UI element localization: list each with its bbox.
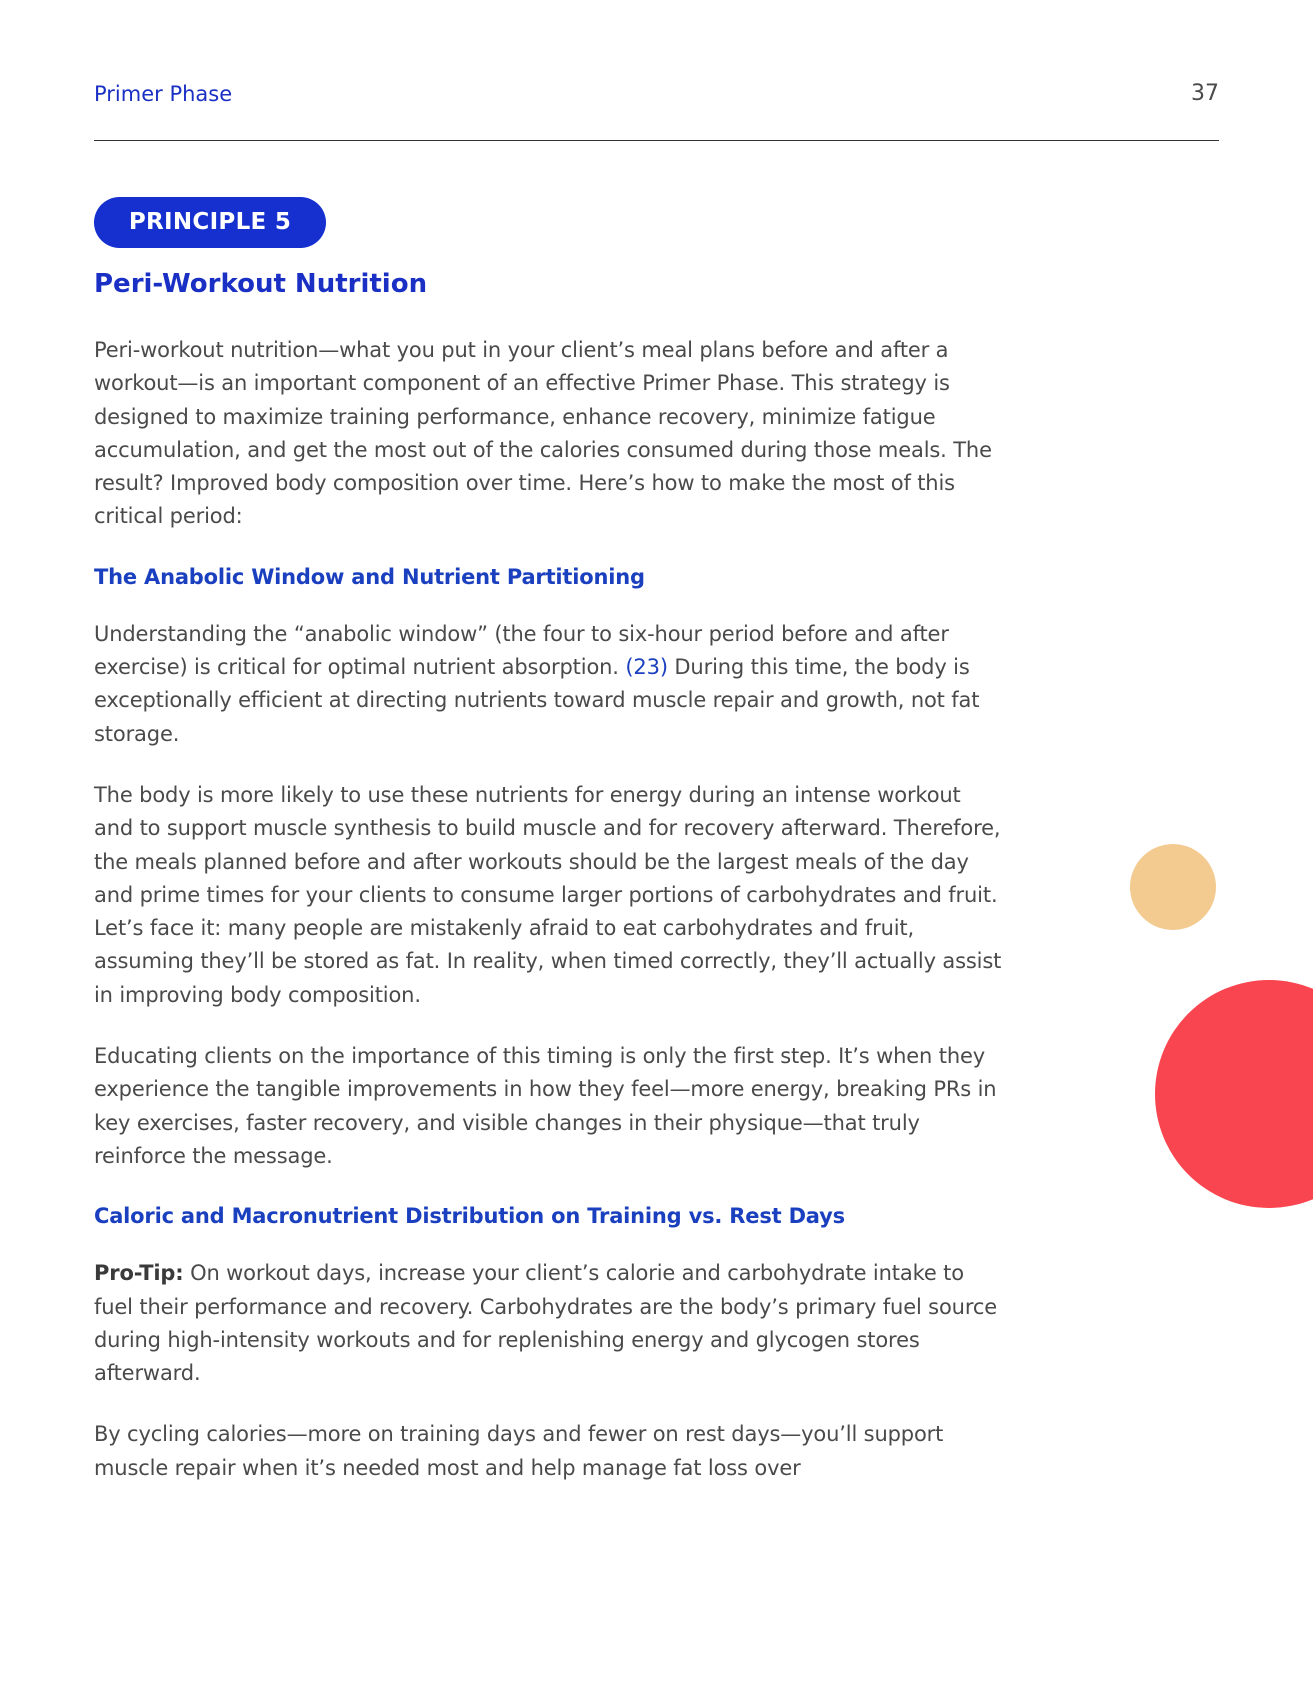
caloric-paragraph-2: By cycling calories—more on training days and fewer on rest days—you’ll support muscle repair when it’s needed most and help manage fat loss over [94,1422,944,1480]
body-content [94,334,1006,1513]
running-head: Primer Phase [94,82,233,106]
protip-label: Pro-Tip: [94,1261,184,1286]
decorative-red-circle [1155,980,1313,1208]
section-title: Peri-Workout Nutrition [94,269,428,299]
decorative-orange-circle [1130,844,1216,930]
caloric-distribution-heading: Caloric and Macronutrient Distribution on Training vs. Rest Days [94,1204,845,1229]
anabolic-paragraph-3: Educating clients on the importance of this timing is only the first step. It’s when they experience the tangible improvements in how they feel—more energy, breaking PRs in key exercises, faster recovery, and visible changes in their physique—that truly reinforce the message. [94,1044,997,1168]
page-number: 37 [1191,81,1219,106]
header-divider [94,140,1219,141]
anabolic-p1-text-before: Understanding the “anabolic window” (the four to six-hour period before and after exercise) is critical for optimal nutrient absorption. [94,621,949,680]
anabolic-window-heading: The Anabolic Window and Nutrient Partitioning [94,564,645,589]
anabolic-paragraph-2: The body is more likely to use these nutrients for energy during an intense workout and to support muscle synthesis to build muscle and for recovery afterward. Therefore, the meals planned before and after workouts should be the largest meals of the day and prime times for your clients to consume larger portions of carbohydrates and fruit. Let’s face it: many people are mistakenly afraid to eat carbohydrates and fruit, assuming they’ll be stored as fat. In reality, when timed correctly, they’ll actually assist in improving body composition. [94,782,1002,1007]
citation-link[interactable]: (23) [625,655,668,680]
principle-badge: PRINCIPLE 5 [94,197,326,248]
intro-paragraph: Peri-workout nutrition—what you put in your client’s meal plans before and after a workout—is an important component of an effective Primer Phase. This strategy is designed to maximize training performance, enhance recovery, minimize fatigue accumulation, and get the most out of the calories consumed during those meals. The result? Improved body composition over time. Here’s how to make the most of this critical period: [94,338,992,529]
anabolic-paragraph-1 [94,618,1006,751]
protip-paragraph [94,1257,1006,1390]
protip-text: On workout days, increase your client’s calorie and carbohydrate intake to fuel their performance and recovery. Carbohydrates are the body’s primary fuel source during high-intensity workouts and for replenishing energy and glycogen stores afterward. [94,1261,998,1386]
anabolic-p1-text-after: During this time, the body is exceptionally efficient at directing nutrients toward muscle repair and growth, not fat storage. [94,655,980,746]
